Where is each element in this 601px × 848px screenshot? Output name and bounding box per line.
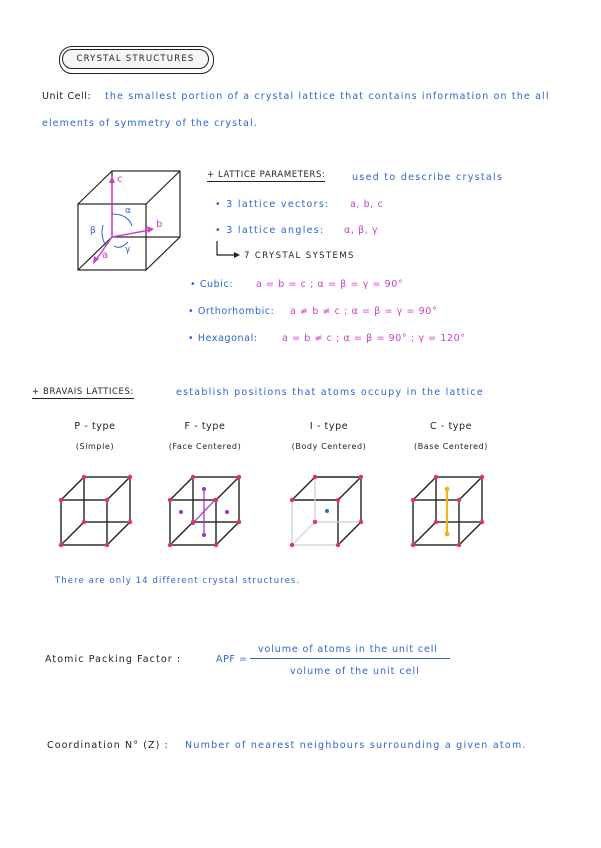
bravais-heading: + BRAVAIS LATTICES: bbox=[32, 387, 134, 397]
type-i-sub: (Body Centered) bbox=[291, 442, 367, 451]
cube-label-c: c bbox=[117, 174, 123, 185]
type-p-name: P - type bbox=[74, 421, 116, 432]
unit-cell-definition-line2: elements of symmetry of the crystal. bbox=[42, 118, 258, 129]
f-type-cube bbox=[170, 477, 239, 545]
lattice-bullet-angles: • 3 lattice angles: bbox=[215, 225, 325, 236]
coordination-description: Number of nearest neighbours surrounding a given atom. bbox=[185, 740, 527, 751]
unit-cell-definition-line1: the smallest portion of a crystal lattice that contains information on the all bbox=[105, 91, 550, 102]
orthorhombic-label: • Orthorhombic: bbox=[188, 306, 275, 317]
cube-label-beta: β bbox=[90, 226, 96, 236]
crystal-systems-label: 7 CRYSTAL SYSTEMS bbox=[244, 251, 355, 261]
cubic-value: a = b = c ; α = β = γ = 90° bbox=[256, 279, 404, 290]
hexagonal-label: • Hexagonal: bbox=[188, 333, 258, 344]
i-type-cube bbox=[292, 477, 361, 545]
p-type-cube bbox=[61, 477, 130, 545]
lattice-bullet-vectors: • 3 lattice vectors: bbox=[215, 199, 330, 210]
cube-label-gamma: γ bbox=[125, 245, 131, 255]
cube-label-b: b bbox=[156, 219, 163, 230]
type-f-name: F - type bbox=[184, 421, 226, 432]
type-c-name: C - type bbox=[429, 421, 473, 432]
c-type-cube bbox=[413, 477, 482, 545]
page-title: CRYSTAL STRUCTURES bbox=[62, 49, 209, 69]
cube-label-alpha: α bbox=[125, 206, 131, 216]
lattice-heading: + LATTICE PARAMETERS: bbox=[207, 170, 326, 180]
type-p-sub: (Simple) bbox=[75, 442, 115, 451]
lattice-vectors-value: a, b, c bbox=[350, 199, 384, 210]
unit-cell-term: Unit Cell: bbox=[42, 91, 92, 102]
lattice-angles-value: α, β, γ bbox=[344, 225, 379, 236]
apf-symbol: APF = bbox=[216, 654, 248, 665]
bravais-description: establish positions that atoms occupy in the lattice bbox=[176, 387, 484, 398]
coordination-label: Coordination N° (Z) : bbox=[47, 740, 169, 751]
orthorhombic-value: a ≠ b ≠ c ; α = β = γ = 90° bbox=[290, 306, 438, 317]
lattice-used-text: used to describe crystals bbox=[352, 172, 504, 183]
apf-label: Atomic Packing Factor : bbox=[45, 654, 182, 665]
type-f-sub: (Face Centered) bbox=[168, 442, 242, 451]
cubic-label: • Cubic: bbox=[190, 279, 234, 290]
apf-denominator: volume of the unit cell bbox=[290, 666, 420, 677]
apf-numerator: volume of atoms in the unit cell bbox=[258, 644, 438, 655]
cube-label-a: a bbox=[102, 250, 109, 261]
type-c-sub: (Base Centered) bbox=[413, 442, 489, 451]
apf-fraction-line bbox=[250, 658, 450, 659]
hexagonal-value: a = b ≠ c ; α = β = 90° ; γ = 120° bbox=[282, 333, 466, 344]
type-i-name: I - type bbox=[309, 421, 349, 432]
bravais-note: There are only 14 different crystal structures. bbox=[55, 576, 301, 586]
